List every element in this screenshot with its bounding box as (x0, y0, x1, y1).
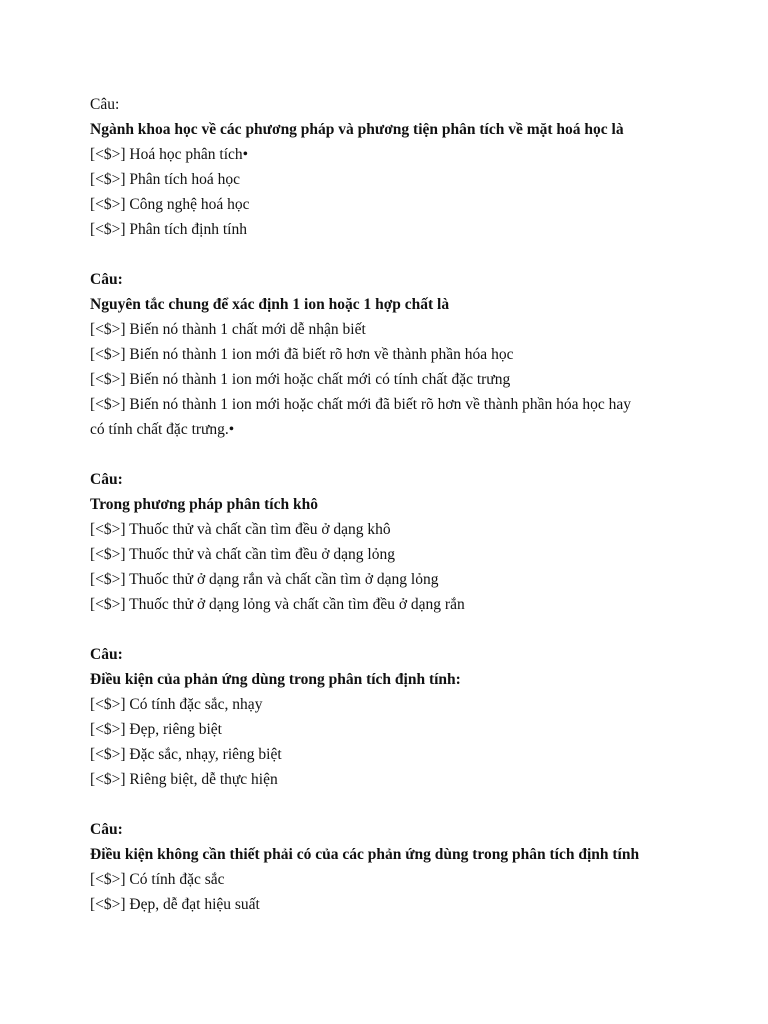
answer-option: [<$>] Đặc sắc, nhạy, riêng biệt (90, 746, 282, 763)
answer-option-continuation: có tính chất đặc trưng.• (90, 421, 235, 438)
question-stem: Trong phương pháp phân tích khô (90, 496, 318, 513)
answer-option: [<$>] Phân tích hoá học (90, 171, 241, 188)
spacer (90, 792, 690, 817)
answer-option: [<$>] Công nghệ hoá học (90, 196, 250, 213)
answer-option: [<$>] Thuốc thử và chất cần tìm đều ở dạng khô (90, 521, 391, 538)
question-stem: Điều kiện không cần thiết phải có của các phản ứng dùng trong phân tích định tính (90, 846, 640, 863)
spacer (90, 242, 690, 267)
question-label: Câu: (90, 471, 123, 488)
answer-option: [<$>] Riêng biệt, dễ thực hiện (90, 771, 278, 788)
spacer (90, 617, 690, 642)
question-stem: Ngành khoa học về các phương pháp và phương tiện phân tích về mặt hoá học là (90, 121, 624, 138)
question-2 (90, 267, 690, 442)
answer-option: [<$>] Biến nó thành 1 ion mới hoặc chất mới có tính chất đặc trưng (90, 371, 511, 388)
question-1 (90, 92, 690, 242)
question-stem: Điều kiện của phản ứng dùng trong phân tích định tính: (90, 671, 461, 688)
question-label: Câu: (90, 96, 120, 113)
answer-option: [<$>] Biến nó thành 1 ion mới đã biết rõ hơn về thành phần hóa học (90, 346, 514, 363)
question-3 (90, 467, 690, 617)
document-page (90, 92, 690, 917)
answer-option: [<$>] Đẹp, dễ đạt hiệu suất (90, 896, 260, 913)
question-label: Câu: (90, 821, 123, 838)
answer-option: [<$>] Biến nó thành 1 chất mới dễ nhận biết (90, 321, 366, 338)
spacer (90, 442, 690, 467)
answer-option: [<$>] Thuốc thử và chất cần tìm đều ở dạng lỏng (90, 546, 395, 563)
answer-option: [<$>] Đẹp, riêng biệt (90, 721, 222, 738)
question-5 (90, 817, 690, 917)
answer-option: [<$>] Có tính đặc sắc (90, 871, 225, 888)
question-label: Câu: (90, 646, 123, 663)
answer-option: [<$>] Phân tích định tính (90, 221, 247, 238)
question-label: Câu: (90, 271, 123, 288)
question-stem: Nguyên tắc chung để xác định 1 ion hoặc 1 hợp chất là (90, 296, 450, 313)
answer-option: [<$>] Có tính đặc sắc, nhạy (90, 696, 263, 713)
question-4 (90, 642, 690, 792)
answer-option: [<$>] Thuốc thử ở dạng lỏng và chất cần tìm đều ở dạng rắn (90, 596, 465, 613)
answer-option: [<$>] Biến nó thành 1 ion mới hoặc chất mới đã biết rõ hơn về thành phần hóa học hay (90, 396, 631, 413)
answer-option: [<$>] Hoá học phân tích• (90, 146, 249, 163)
answer-option: [<$>] Thuốc thử ở dạng rắn và chất cần tìm ở dạng lỏng (90, 571, 439, 588)
